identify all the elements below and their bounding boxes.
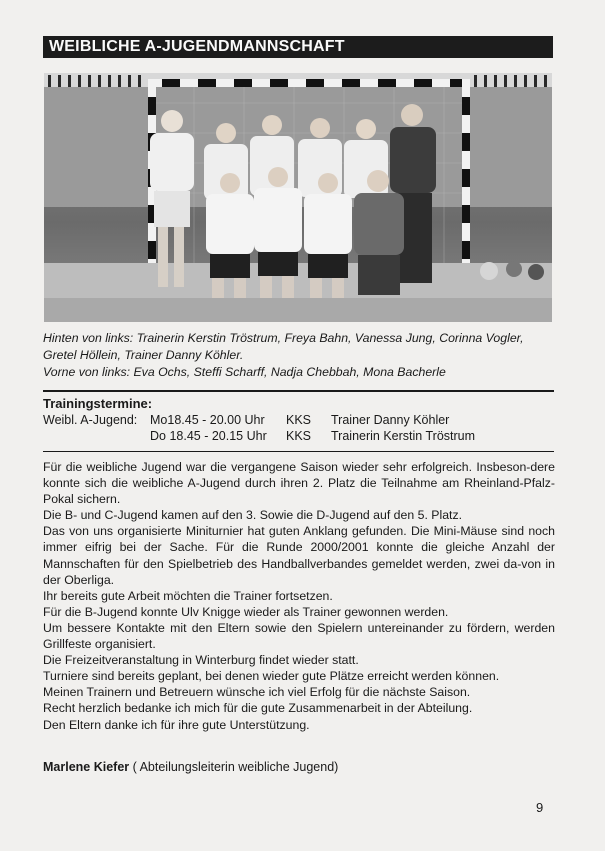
- training-title: Trainingstermine:: [43, 396, 153, 411]
- page-title: WEIBLICHE A-JUGENDMANNSCHAFT: [43, 36, 553, 58]
- paragraph: Ihr bereits gute Arbeit möchten die Trainer fortsetzen.: [43, 588, 333, 603]
- paragraph: Turniere sind bereits geplant, bei denen wieder gute Plätze erreicht werden können.: [43, 669, 500, 684]
- paragraph: Für die B-Jugend konnte Ulv Knigge wieder als Trainer gewonnen werden.: [43, 604, 449, 619]
- caption-back-label: Hinten von links:: [43, 331, 134, 345]
- report-text: [43, 459, 555, 733]
- team-photo: [44, 73, 552, 322]
- divider-bottom: [43, 451, 554, 452]
- paragraph: Den Eltern danke ich für ihre gute Unterstützung.: [43, 717, 310, 732]
- training-time: Mo18.45 - 20.00 Uhr: [150, 413, 265, 427]
- photo-caption: [43, 330, 555, 381]
- page-number: 9: [536, 800, 544, 815]
- team-photo-illustration: [44, 73, 552, 322]
- divider-top: [43, 390, 554, 392]
- training-trainer: Trainerin Kerstin Tröstrum: [331, 429, 476, 443]
- signature-name: Marlene Kiefer: [43, 760, 130, 774]
- paragraph: Die B- und C-Jugend kamen auf den 3. Sowie die D-Jugend auf den 5. Platz.: [43, 508, 463, 523]
- paragraph: Die Freizeitveranstaltung in Winterburg findet wieder statt.: [43, 653, 359, 668]
- paragraph: Recht herzlich bedanke ich mich für die gute Zusammenarbeit in der Abteilung.: [43, 701, 473, 716]
- signature: [43, 760, 338, 774]
- paragraph: Das von uns organisierte Miniturnier hat guten Anklang gefunden. Die Mini-Mäuse sind noch immer eifrig bei der Sache. Für die Runde 2000/2001 konnte die gleiche Anzahl der Mannschaften für den Spielbetrieb des Handballverbandes gemeldet werden, zwei da-von in der Oberliga.: [43, 524, 555, 587]
- training-place: KKS: [286, 429, 312, 443]
- caption-front-label: Vorne von links:: [43, 365, 131, 379]
- training-place: KKS: [286, 413, 312, 427]
- caption-front-names: Eva Ochs, Steffi Scharff, Nadja Chebbah, Mona Bacherle: [133, 365, 446, 379]
- paragraph: Für die weibliche Jugend war die vergangene Saison wieder sehr erfolgreich. Insbeson-dere konnte sich die weibliche A-Jugend durch ihren 2. Platz die Teilnahme am Rheinland-Pfalz-Pokal sichern.: [43, 460, 555, 507]
- training-time: Do 18.45 - 20.15 Uhr: [150, 429, 267, 443]
- signature-role: ( Abteilungsleiterin weibliche Jugend): [132, 760, 339, 774]
- training-trainer: Trainer Danny Köhler: [331, 413, 450, 427]
- paragraph: Meinen Trainern und Betreuern wünsche ich viel Erfolg für die nächste Saison.: [43, 685, 471, 700]
- training-team: Weibl. A-Jugend:: [43, 413, 138, 427]
- caption-back-names: Trainerin Kerstin Tröstrum, Freya Bahn, Vanessa Jung, Corinna Vogler, Gretel Höllein, Trainer Danny Köhler.: [43, 331, 524, 362]
- paragraph: Um bessere Kontakte mit den Eltern sowie den Spielern untereinander zu fördern, werden Grillfeste organisiert.: [43, 620, 555, 652]
